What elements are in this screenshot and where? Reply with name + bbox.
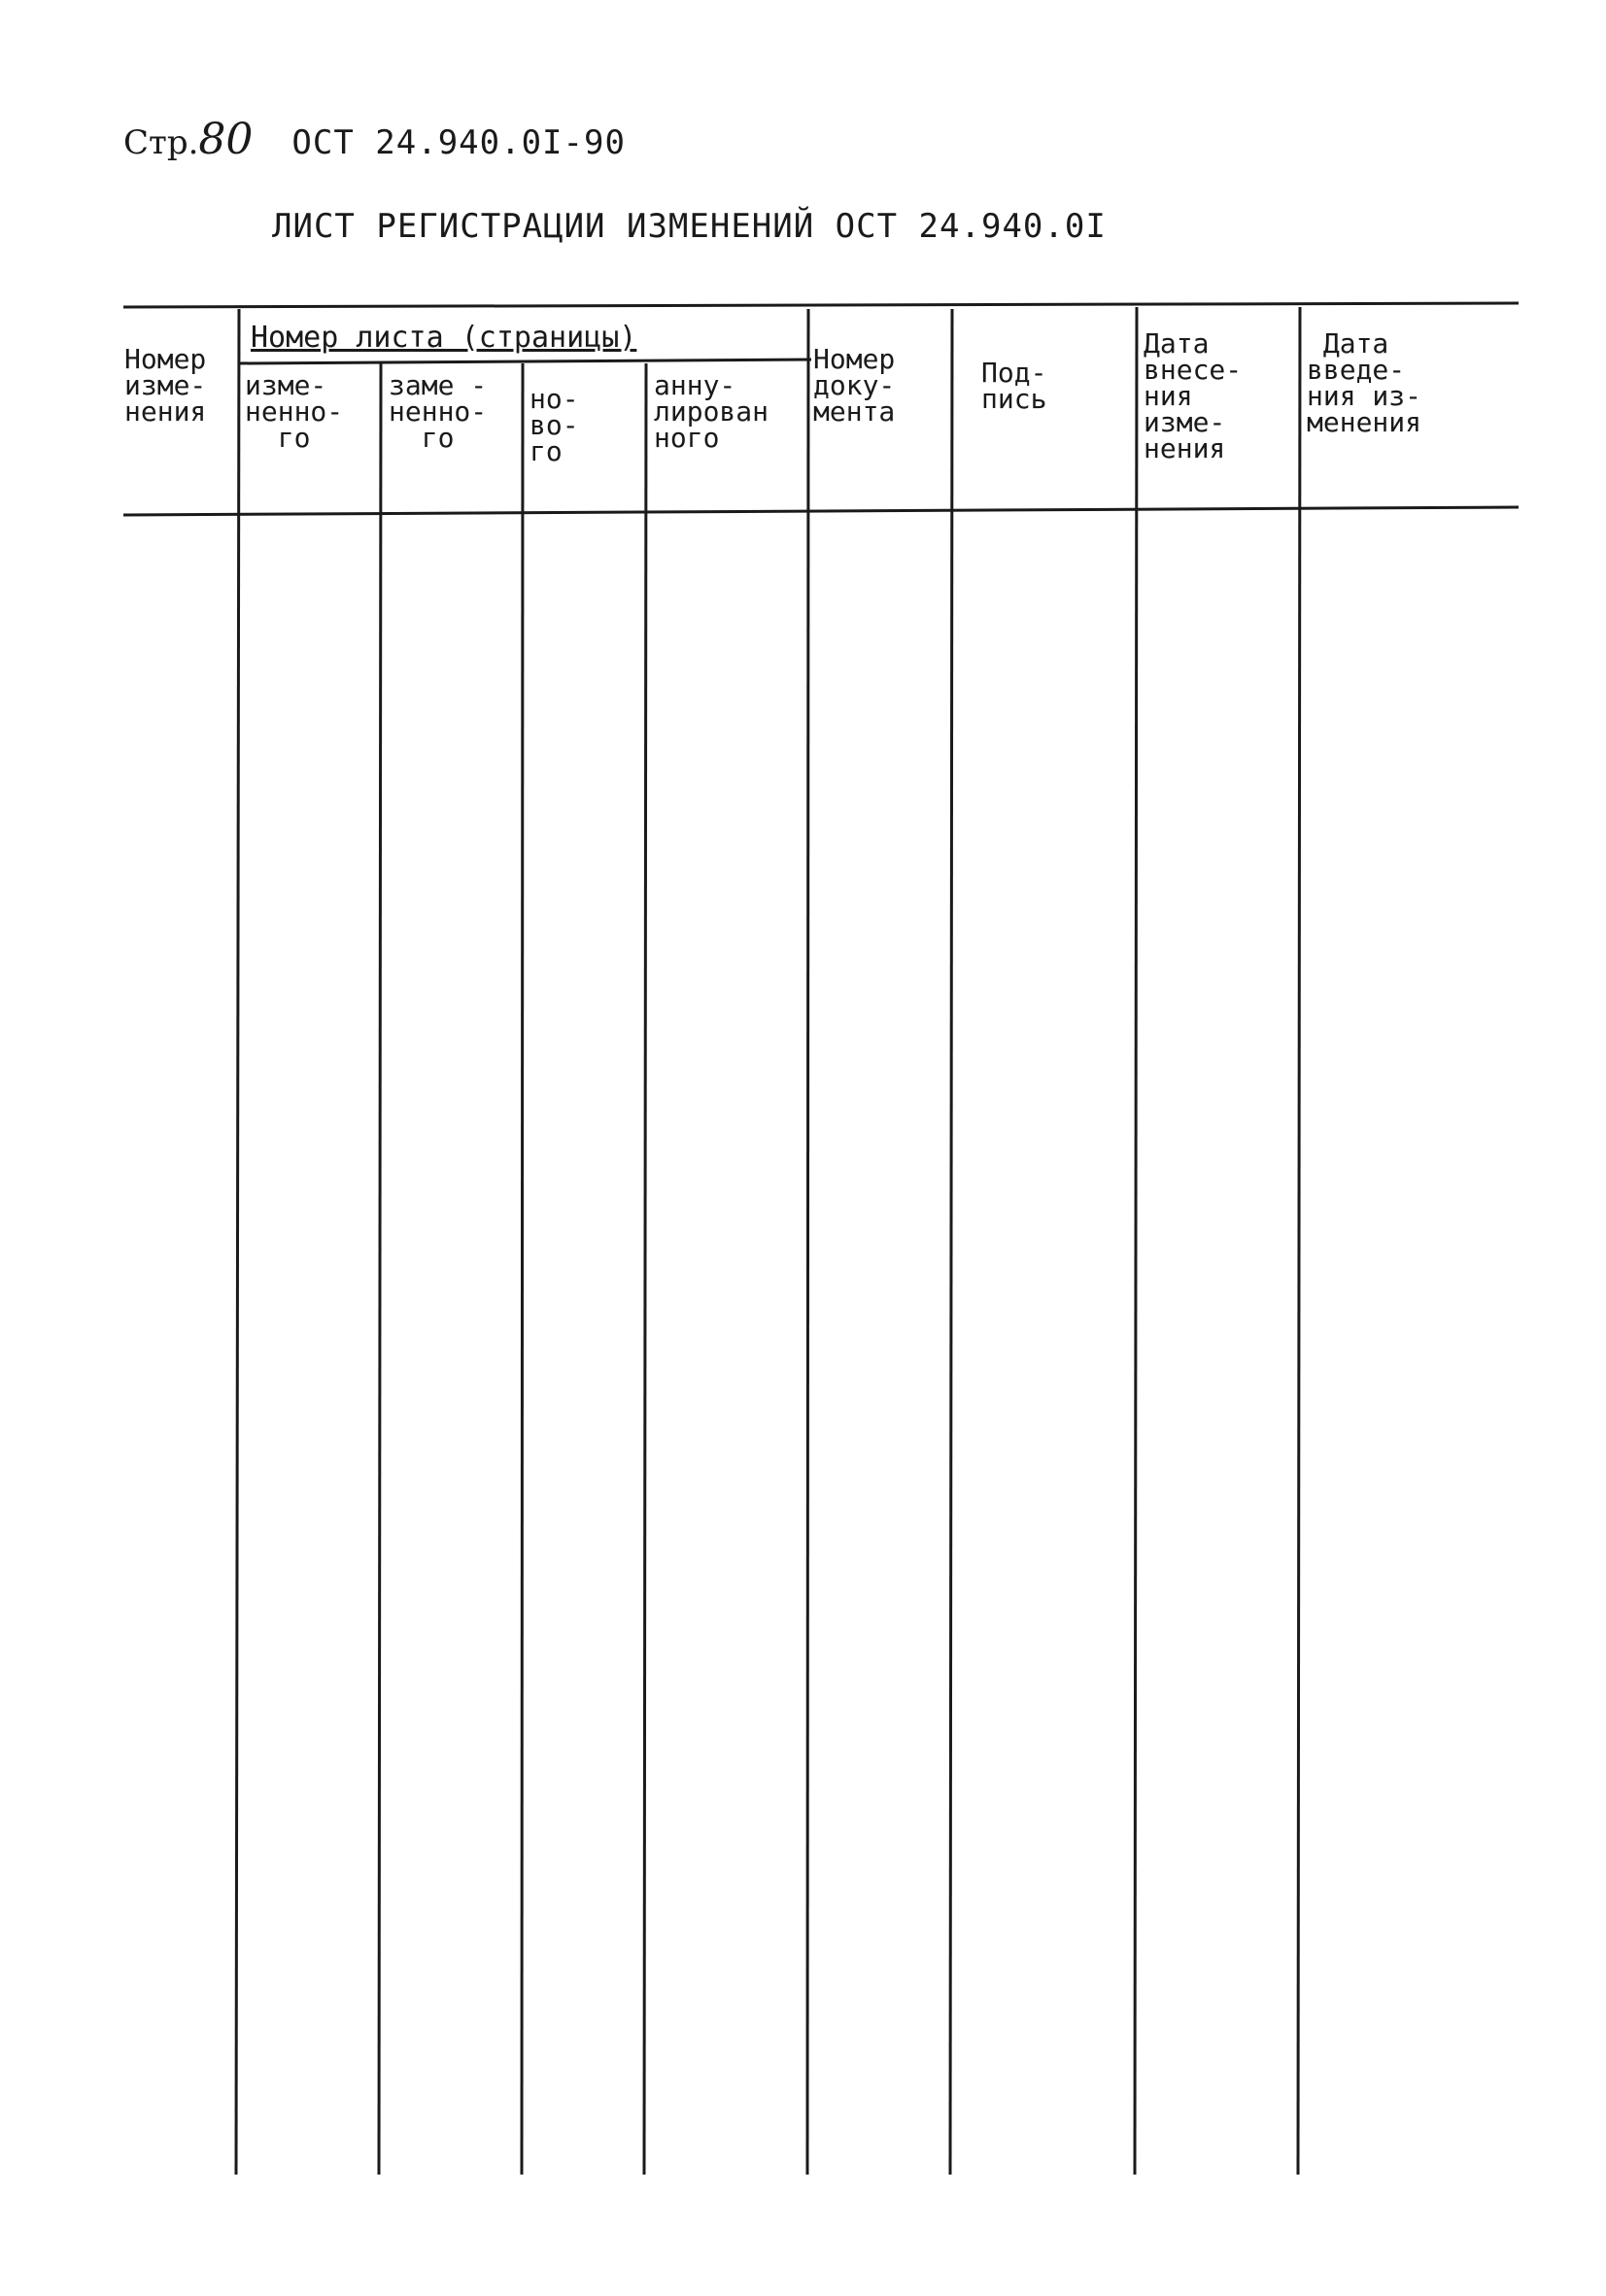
column-header-date-effective: Дата введе- ния из- менения <box>1307 327 1422 438</box>
group-header-sheet-number: Номер листа (страницы) <box>251 321 637 355</box>
column-divider <box>644 363 646 2175</box>
column-divider <box>1135 307 1137 2175</box>
column-header-change-number: Номер изме- нения <box>124 343 207 428</box>
table-top-rule <box>123 303 1519 307</box>
column-divider <box>236 309 239 2175</box>
column-header-date-entered: Дата внесе- ния изме- нения <box>1144 327 1243 464</box>
column-divider <box>379 363 381 2175</box>
page-label: Стр. <box>123 123 199 162</box>
sheet-title: ЛИСТ РЕГИСТРАЦИИ ИЗМЕНЕНИЙ ОСТ 24.940.0I <box>272 207 1107 246</box>
header-bottom-rule <box>123 507 1519 515</box>
group-underline <box>238 360 811 363</box>
document-code: ОСТ 24.940.0I-90 <box>291 123 626 162</box>
column-divider <box>522 363 523 2175</box>
column-header-document-number: Номер доку- мента <box>813 343 896 428</box>
column-header-changed-sheet: изме- ненно- го <box>245 369 344 454</box>
column-header-signature: Под- пись <box>981 357 1047 415</box>
column-divider <box>807 309 808 2175</box>
column-divider <box>950 309 952 2175</box>
column-header-new-sheet: но- во- го <box>530 383 579 467</box>
column-divider <box>1298 307 1300 2175</box>
column-header-replaced-sheet: заме - ненно- го <box>389 369 488 454</box>
page-number: 80 <box>198 115 254 164</box>
column-header-cancelled-sheet: анну- лирован ного <box>654 369 769 454</box>
